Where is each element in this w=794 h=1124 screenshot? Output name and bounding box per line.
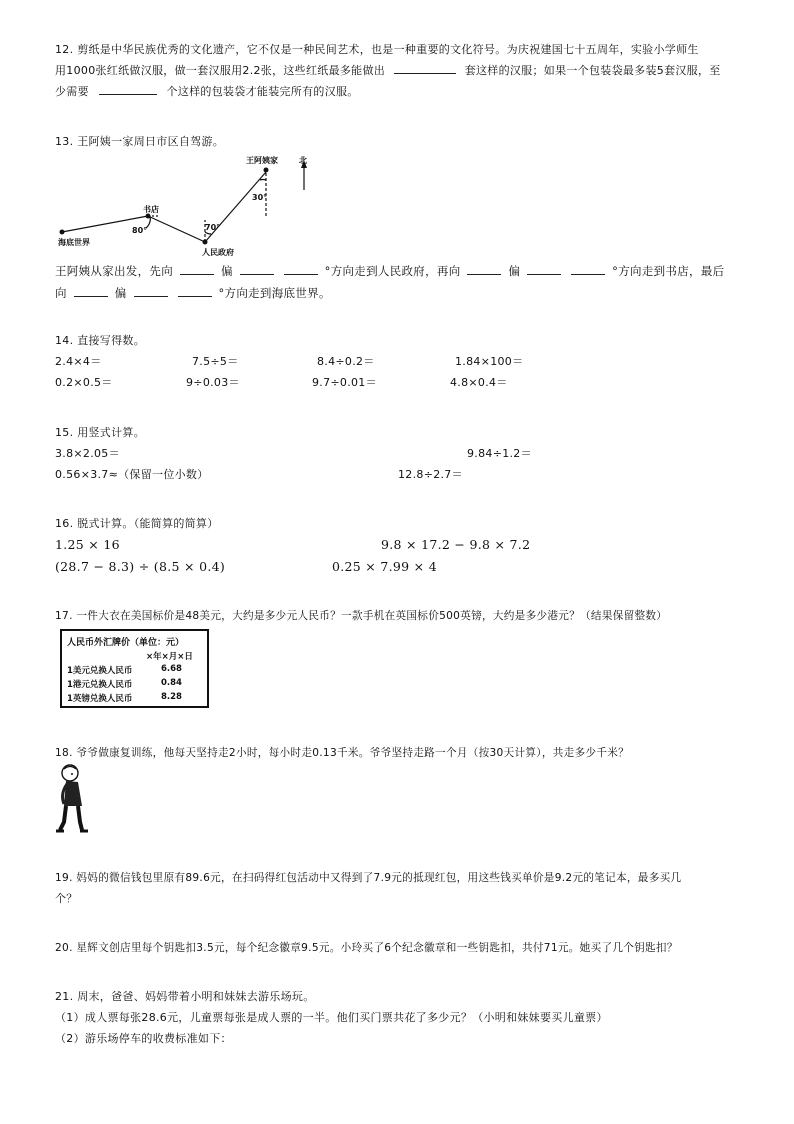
q12-line3-a: 少需要 — [55, 85, 89, 98]
q14-item-4: 1.84×100＝ — [455, 355, 524, 368]
q15-item-3: 0.56×3.7≈（保留一位小数） — [55, 468, 209, 481]
angle-arc-70 — [205, 232, 211, 234]
q13-blank-3[interactable] — [284, 265, 318, 275]
q14-item-7: 9.7÷0.01＝ — [312, 376, 377, 389]
q13-blank-5[interactable] — [527, 265, 561, 275]
q13-pian-2: 偏 — [508, 264, 521, 278]
q13-blank-2[interactable] — [240, 265, 274, 275]
q13-line2 — [55, 286, 331, 300]
route-map — [0, 0, 794, 300]
table-row-label-hkd: 1港元兑换人民币 — [67, 680, 133, 690]
q16-item-4: 0.25 × 7.99 × 4 — [332, 559, 437, 574]
q21-title: 21. 周末，爸爸、妈妈带着小明和妹妹去游乐场玩。 — [55, 990, 315, 1003]
q13-title: 13. 王阿姨一家周日市区自驾游。 — [55, 135, 225, 148]
map-label-government: 人民政府 — [202, 248, 234, 257]
q14-item-6: 9÷0.03＝ — [186, 376, 240, 389]
table-row-label-gbp: 1英镑兑换人民币 — [67, 694, 133, 704]
q14-item-8: 4.8×0.4＝ — [450, 376, 508, 389]
q13-pian-3: 偏 — [114, 286, 127, 300]
q19-line1: 19. 妈妈的微信钱包里原有89.6元，在扫码得红包活动中又得到了7.9元的抵现红包，用这些钱买单价是9.2元的笔记本，最多买几 — [55, 872, 682, 884]
q15-item-2: 9.84÷1.2＝ — [467, 447, 532, 460]
table-row-value-hkd: 0.84 — [161, 678, 182, 688]
q16-item-1: 1.25 × 16 — [55, 537, 120, 552]
q13-line1 — [55, 264, 724, 278]
map-angle-70: 70° — [205, 223, 221, 232]
q12-line3-b: 个这样的包装袋才能装完所有的汉服。 — [166, 85, 359, 98]
map-label-aquarium: 海底世界 — [58, 238, 90, 247]
point-government — [203, 240, 208, 245]
q13-blank-4[interactable] — [467, 265, 501, 275]
q18-text: 18. 爷爷做康复训练，他每天坚持走2小时，每小时走0.13千米。爷爷坚持走路一个月（按30天计算），共走多少千米？ — [55, 747, 630, 759]
q16-title: 16. 脱式计算。（能简算的简算） — [55, 517, 219, 530]
point-home — [264, 168, 269, 173]
q14-title: 14. 直接写得数。 — [55, 334, 145, 347]
q13-blank-9[interactable] — [178, 287, 212, 297]
q14-item-5: 0.2×0.5＝ — [55, 376, 113, 389]
table-date: ×年×月×日 — [146, 652, 193, 662]
table-row-value-usd: 6.68 — [161, 664, 182, 674]
table-title: 人民币外汇牌价（单位：元） — [67, 638, 185, 648]
q13-line1-b: °方向走到人民政府，再向 — [324, 264, 461, 278]
q13-pian-1: 偏 — [220, 264, 233, 278]
table-row-label-usd: 1美元兑换人民币 — [67, 666, 133, 676]
exchange-rate-table — [60, 629, 209, 708]
q13-blank-6[interactable] — [571, 265, 605, 275]
q12-line2-b: 套这样的汉服；如果一个包装袋最多装5套汉服，至 — [464, 64, 721, 77]
q13-blank-7[interactable] — [74, 287, 108, 297]
q16-item-2: 9.8 × 17.2 − 9.8 × 7.2 — [381, 537, 531, 552]
q15-title: 15. 用竖式计算。 — [55, 426, 145, 439]
route-bookstore-government — [148, 216, 205, 242]
q20-text: 20. 星辉文创店里每个钥匙扣3.5元，每个纪念徽章9.5元。小玲买了6个纪念徽章和一些钥匙扣，共付71元。她买了几个钥匙扣？ — [55, 942, 678, 954]
q13-line2-a: 向 — [55, 286, 67, 300]
q15-item-4: 12.8÷2.7＝ — [398, 468, 463, 481]
map-label-bookstore: 书店 — [143, 205, 159, 214]
q16-item-3: (28.7 − 8.3) ÷ (8.5 × 0.4) — [55, 559, 226, 574]
table-row-value-gbp: 8.28 — [161, 692, 182, 702]
q13-blank-1[interactable] — [180, 265, 214, 275]
q12-line1: 12. 剪纸是中华民族优秀的文化遗产，它不仅是一种民间艺术，也是一种重要的文化符号。为庆祝建国七十五周年，实验小学师生 — [55, 43, 699, 56]
q13-line1-a: 王阿姨从家出发，先向 — [55, 264, 173, 278]
q13-line1-c: °方向走到书店，最后 — [612, 264, 725, 278]
q13-line2-b: °方向走到海底世界。 — [218, 286, 331, 300]
q14-item-1: 2.4×4＝ — [55, 355, 102, 368]
q19-line2: 个？ — [55, 892, 78, 905]
q17-text: 17. 一件大衣在美国标价是48美元，大约是多少元人民币？一款手机在英国标价500英镑，大约是多少港元？（结果保留整数） — [55, 610, 668, 622]
q15-item-1: 3.8×2.05＝ — [55, 447, 120, 460]
map-angle-80: 80° — [132, 226, 148, 235]
map-label-north: 北 — [299, 156, 307, 165]
q14-item-2: 7.5÷5＝ — [192, 355, 239, 368]
grandpa-walking-illustration — [52, 764, 98, 836]
q14-item-3: 8.4÷0.2＝ — [317, 355, 375, 368]
q13-blank-8[interactable] — [134, 287, 168, 297]
map-angle-30: 30° — [252, 193, 268, 202]
map-label-home: 王阿姨家 — [246, 156, 278, 165]
q21-sub1: （1）成人票每张28.6元，儿童票每张是成人票的一半。他们买门票共花了多少元？（小明和妹妹要买儿童票） — [55, 1011, 608, 1024]
point-aquarium — [60, 230, 65, 235]
q21-sub2: （2）游乐场停车的收费标准如下： — [55, 1032, 232, 1045]
q12-line2-a: 用1000张红纸做汉服，做一套汉服用2.2张，这些红纸最多能做出 — [55, 64, 386, 77]
